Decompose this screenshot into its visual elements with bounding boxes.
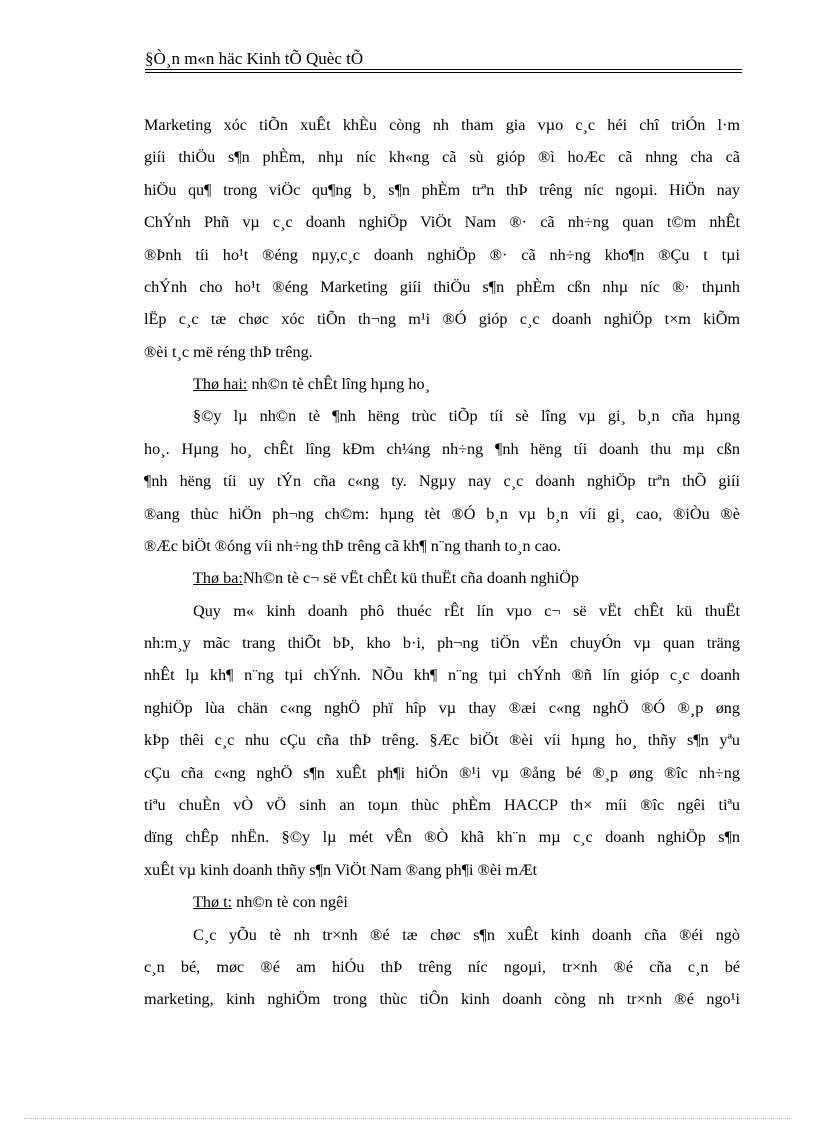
body-line: c¸n bé, møc ®é am hiÓu thÞ trêng níc ngoµi, tr×nh ®é cña c¸n bé [144,958,740,976]
header-rule [145,72,742,73]
body-line: ®ang thùc hiÖn ph¬ng ch©m: hµng tèt ®Ó b¸n vµ b¸n víi gi¸ cao, ®iÒu ®è [144,505,740,523]
body-line: ®Þnh tíi ho¹t ®éng nµy,c¸c doanh nghiÖp ®· cã nh÷ng kho¶n ®Çu t tµi [144,246,740,264]
body-line: C¸c yÕu tè nh tr×nh ®é tæ chøc s¶n xuÊt kinh doanh cña ®éi ngò [193,926,740,944]
body-line: lËp c¸c tæ chøc xóc tiÕn th¬ng m¹i ®Ó gióp c¸c doanh nghiÖp t×m kiÕm [144,310,740,328]
section-heading-text: Nh©n tè c¬ së vËt chÊt kü thuËt cña doanh nghiÖp [242,569,580,587]
document-title: §Ò¸n m«n häc Kinh tÕ Quèc tÕ [145,49,364,68]
body-line: ChÝnh Phñ vµ c¸c doanh nghiÖp ViÖt Nam ®· cã nh÷ng quan t©m nhÊt [144,213,740,231]
header-rule [145,69,742,70]
body-line: ho¸. Hµng ho¸ chÊt lîng kÐm ch¼ng nh÷ng ¶nh hëng tíi doanh thu mµ cßn [144,440,740,458]
body-line: hiÖu qu¶ trong viÖc qu¶ng b¸ s¶n phÈm trªn thÞ trêng níc ngoµi. HiÖn nay [144,181,740,199]
body-line: cÇu cña c«ng nghÖ s¶n xuÊt ph¶i hiÖn ®¹i vµ ®ång bé ®¸p øng ®îc nh÷ng [144,764,740,782]
body-line: Quy m« kinh doanh phô thuéc rÊt lín vµo c¬ së vËt chÊt kü thuËt [193,602,740,620]
body-line: tiªu chuÈn vÒ vÖ sinh an toµn thùc phÈm HACCP th× míi ®îc ngêi tiªu [144,796,740,814]
body-line: chÝnh cho ho¹t ®éng Marketing giíi thiÖu s¶n phÈm cßn nhµ níc ®· thµnh [144,278,740,296]
body-line: marketing, kinh nghiÖm trong thùc tiÔn kinh doanh còng nh tr×nh ®é ngo¹i [144,990,740,1008]
body-line: dïng chÊp nhËn. §©y lµ mét vÊn ®Ò khã kh¨n mµ c¸c doanh nghiÖp s¶n [144,828,740,846]
body-line: §©y lµ nh©n tè ¶nh hëng trùc tiÕp tíi sè lîng vµ gi¸ b¸n cña hµng [193,407,740,425]
body-line: giíi thiÖu s¶n phÈm, nhµ níc kh«ng cã sù gióp ®ì hoÆc cã nhng cha cã [144,148,740,166]
body-line: kÞp thêi c¸c nhu cÇu cña thÞ trêng. §Æc biÖt ®èi víi hµng ho¸ thñy s¶n yªu [144,731,740,749]
body-line: nhÊt lµ kh¶ n¨ng tµi chÝnh. NÕu kh¶ n¨ng tµi chÝnh ®ñ lín gióp c¸c doanh [144,666,740,684]
body-line: ®èi t¸c më réng thÞ trêng. [144,343,313,361]
page-bottom-edge [24,1118,792,1119]
body-line: nh:m¸y mãc trang thiÕt bÞ, kho b·i, ph¬ng tiÖn vËn chuyÓn vµ quan träng [144,634,740,652]
section-heading-text: nh©n tè chÊt lîng hµng ho¸ [247,375,430,393]
body-line: xuÊt vµ kinh doanh thñy s¶n ViÖt Nam ®ang ph¶i ®èi mÆt [144,861,538,879]
section-heading-label: Thø ba: [193,569,243,587]
section-heading [193,568,579,588]
body-line: ®Æc biÖt ®óng víi nh÷ng thÞ trêng cã kh¶ n¨ng thanh to¸n cao. [144,537,562,555]
body-line: ¶nh hëng tíi uy tÝn cña c«ng ty. Ngµy nay c¸c doanh nghiÖp trªn thÕ giíi [144,472,740,490]
section-heading-text: nh©n tè con ngêi [232,893,348,911]
page-header [145,48,742,72]
section-heading-label: Thø t: [193,893,233,911]
section-heading-label: Thø hai: [193,375,248,393]
body-line: nghiÖp lùa chän c«ng nghÖ phï hîp vµ thay ®æi c«ng nghÖ ®Ó ®¸p øng [144,699,740,717]
body-line: Marketing xóc tiÕn xuÊt khÈu còng nh tham gia vµo c¸c héi chî triÓn l·m [144,116,740,134]
section-heading [193,374,430,394]
section-heading [193,892,348,912]
